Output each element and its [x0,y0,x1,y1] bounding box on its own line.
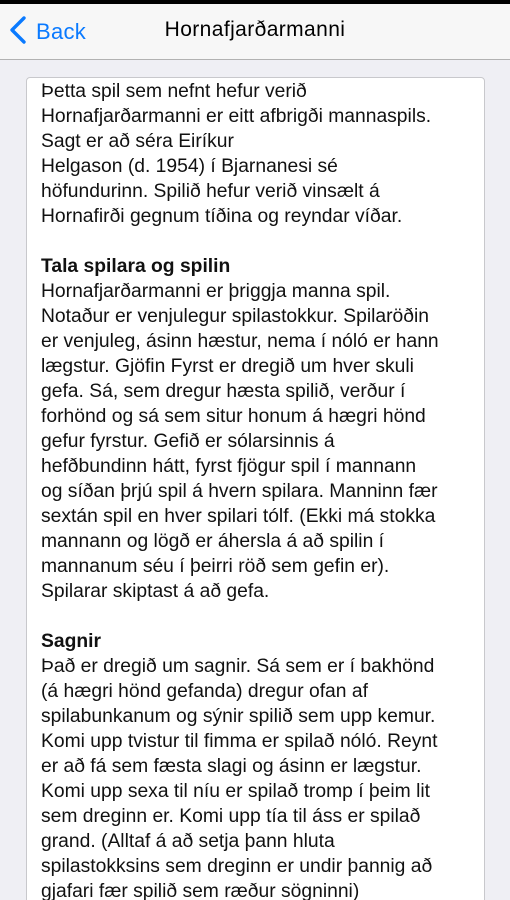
intro-paragraph [41,79,481,229]
navigation-bar [0,4,510,60]
page-title: Hornafjarðarmanni [164,18,346,41]
text-line: lægstur. Gjöfin Fyrst er dregið um hver skuli [41,356,414,377]
article-content [41,79,481,900]
text-line: Spilarar skiptast á að gefa. [41,581,270,602]
article-text-view[interactable] [26,77,485,900]
back-button-label: Back [36,19,87,44]
text-line: spilabunkanum og sýnir spilið sem upp kemur. [41,706,436,727]
text-line: gefur fyrstur. Gefið er sólarsinnis á [41,431,335,452]
section-paragraph-bids [41,654,481,900]
text-line: forhönd og sá sem situr honum á hægri hönd [41,406,426,427]
text-line: spilastokksins sem dreginn er undir þannig að [41,856,433,877]
text-line: mannann og lögð er áhersla á að spilin í [41,531,385,552]
text-line: Það er dregið um sagnir. Sá sem er í bakhönd [41,656,435,677]
content-scroll-area[interactable] [0,60,510,900]
text-line: Hornafirði gegnum tíðina og reyndar víðar. [41,206,403,227]
text-line: sextán spil en hver spilari tólf. (Ekki má stokka [41,506,436,527]
text-line: er venjuleg, ásinn hæstur, nema í nóló er hann [41,331,439,352]
text-line: gefa. Sá, sem dregur hæsta spilið, verður í [41,381,406,402]
text-line: Notaður er venjulegur spilastokkur. Spilaröðin [41,306,429,327]
text-line: Hornafjarðarmanni er þriggja manna spil. [41,281,391,302]
text-line: hefðbundinn hátt, fyrst fjögur spil í mannann [41,456,417,477]
text-line: Komi upp tvistur til fimma er spilað nóló. Reynt [41,731,438,752]
text-line: Komi upp sexa til níu er spilað tromp í þeim lit [41,781,431,802]
text-line: gjafari fær spilið sem ræður sögninni) [41,881,360,900]
text-line: höfundurinn. Spilið hefur verið vinsælt á [41,181,380,202]
section-heading-bids: Sagnir [41,631,101,652]
text-line: Hornafjarðarmanni er eitt afbrigði mannaspils. [41,106,432,127]
text-line: grand. (Alltaf á að setja þann hluta [41,831,335,852]
section-heading-players: Tala spilara og spilin [41,256,231,277]
text-line: mannanum séu í þeirri röð sem gefin er). [41,556,390,577]
text-line: Sagt er að séra Eiríkur [41,131,234,152]
text-line: er að fá sem fæsta slagi og ásinn er lægstur. [41,756,422,777]
text-line: Þetta spil sem nefnt hefur verið [41,81,307,102]
section-paragraph-players [41,279,481,604]
text-line: sem dreginn er. Komi upp tía til áss er spilað [41,806,421,827]
text-line: Helgason (d. 1954) í Bjarnanesi sé [41,156,338,177]
text-line: (á hægri hönd gefanda) dregur ofan af [41,681,368,702]
text-line: og síðan þrjú spil á hvern spilara. Manninn fær [41,481,438,502]
